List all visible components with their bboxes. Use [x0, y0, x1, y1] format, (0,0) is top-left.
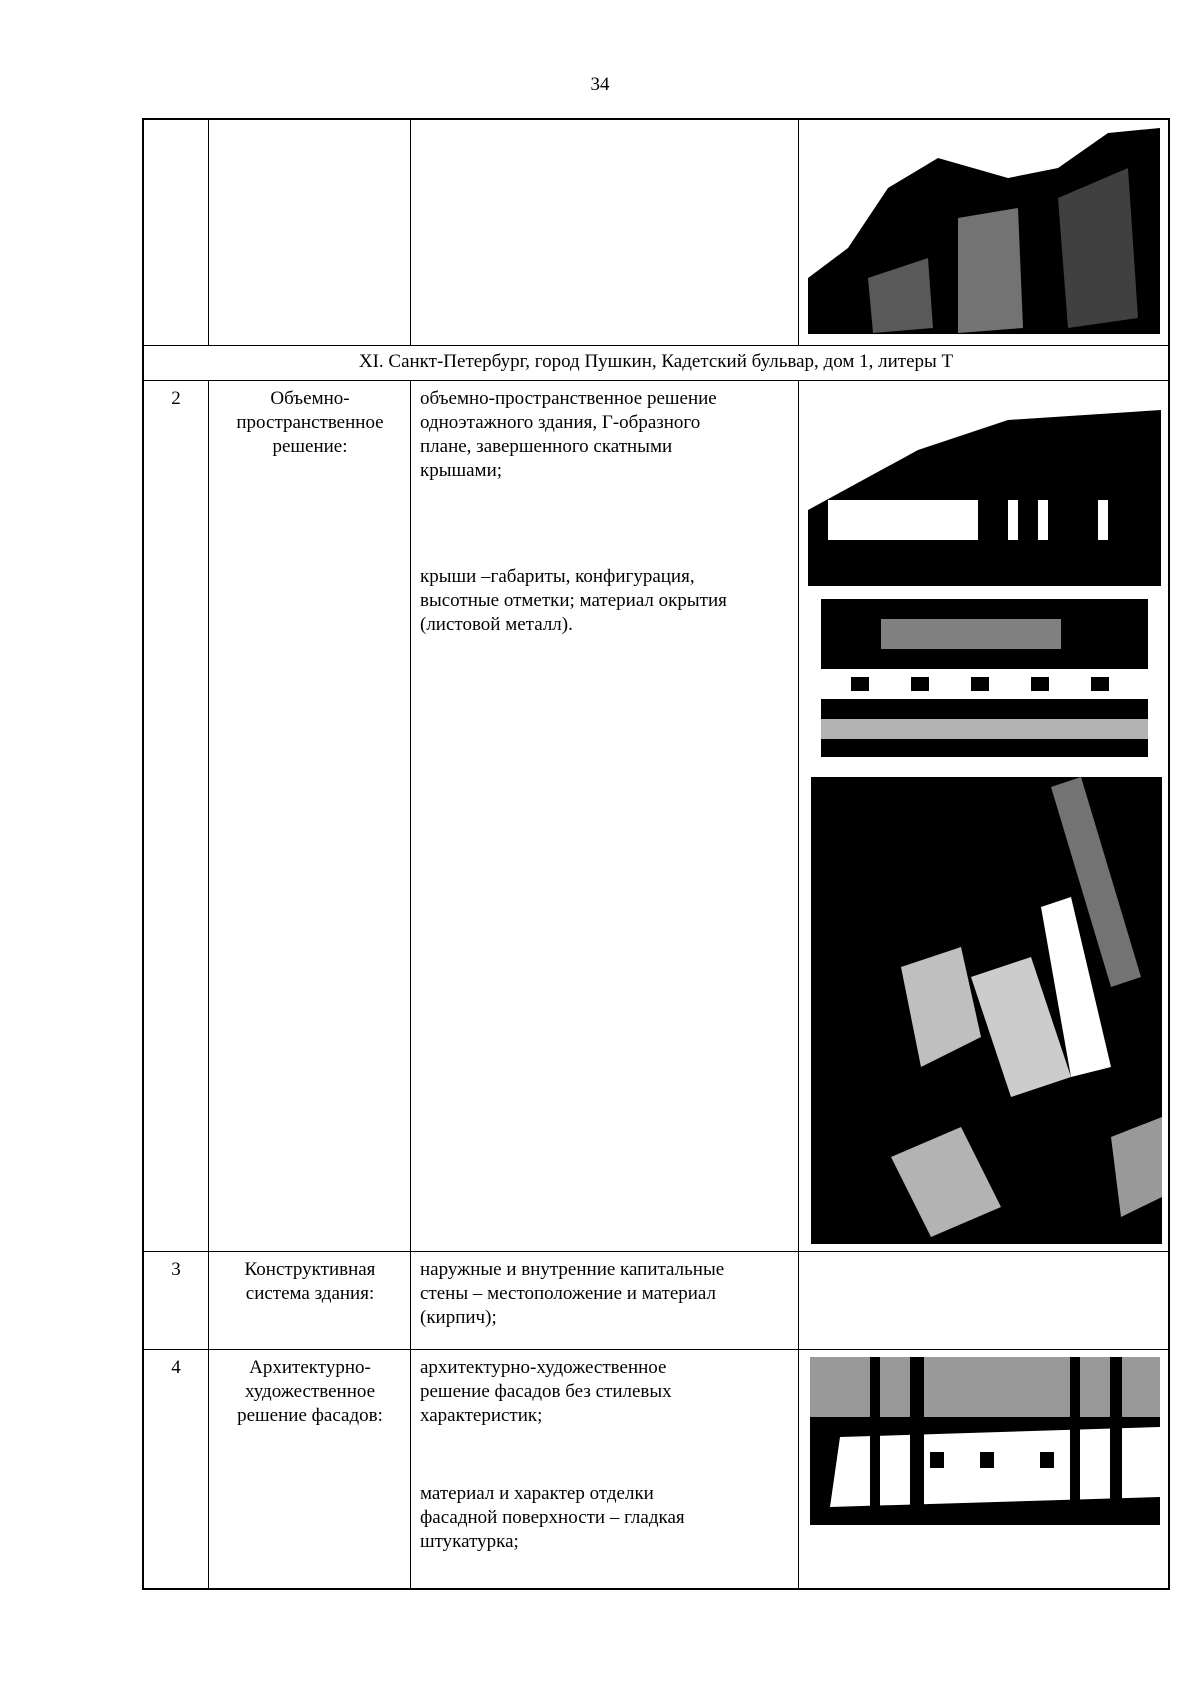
col-divider — [410, 118, 411, 345]
row-divider — [142, 1251, 1170, 1252]
row-title: Архитектурно- художественное решение фасадов: — [237, 1357, 383, 1426]
aerial-photo — [811, 777, 1162, 1244]
building-photo-2 — [821, 599, 1148, 757]
row-description-2: крыши –габариты, конфигурация, высотные отметки; материал окрытия (листовой металл). — [420, 566, 727, 635]
row-title: Объемно- пространственное решение: — [236, 388, 384, 457]
row-title: Конструктивная система здания: — [244, 1259, 376, 1304]
page-number: 34 — [590, 74, 610, 95]
row-description: наружные и внутренние капитальные стены – местоположение и материал (кирпич); — [420, 1259, 725, 1328]
col-divider — [798, 380, 799, 1590]
row-divider — [142, 380, 1170, 381]
row-description-2: материал и характер отделки фасадной поверхности – гладкая штукатурка; — [420, 1483, 685, 1552]
facade-photo — [810, 1357, 1160, 1525]
row-number: 3 — [171, 1259, 181, 1280]
building-photo-1 — [808, 390, 1161, 586]
table-border-bottom — [142, 1588, 1170, 1590]
table-border-top — [142, 118, 1170, 120]
row-description: объемно-пространственное решение одноэтажного здания, Г-образного плане, завершенного скатными крышами; — [420, 388, 717, 481]
col-divider — [410, 380, 411, 1590]
row-number: 4 — [171, 1357, 181, 1378]
col-divider — [798, 118, 799, 345]
table-border-right — [1168, 118, 1170, 1590]
row-divider — [142, 345, 1170, 346]
row-number: 2 — [171, 388, 181, 409]
col-divider — [208, 380, 209, 1590]
row-description: архитектурно-художественное решение фасадов без стилевых характеристик; — [420, 1357, 672, 1426]
section-heading: XI. Санкт-Петербург, город Пушкин, Кадетский бульвар, дом 1, литеры Т — [358, 351, 954, 372]
building-photo-top — [808, 128, 1160, 334]
col-divider — [208, 118, 209, 345]
row-divider — [142, 1349, 1170, 1350]
